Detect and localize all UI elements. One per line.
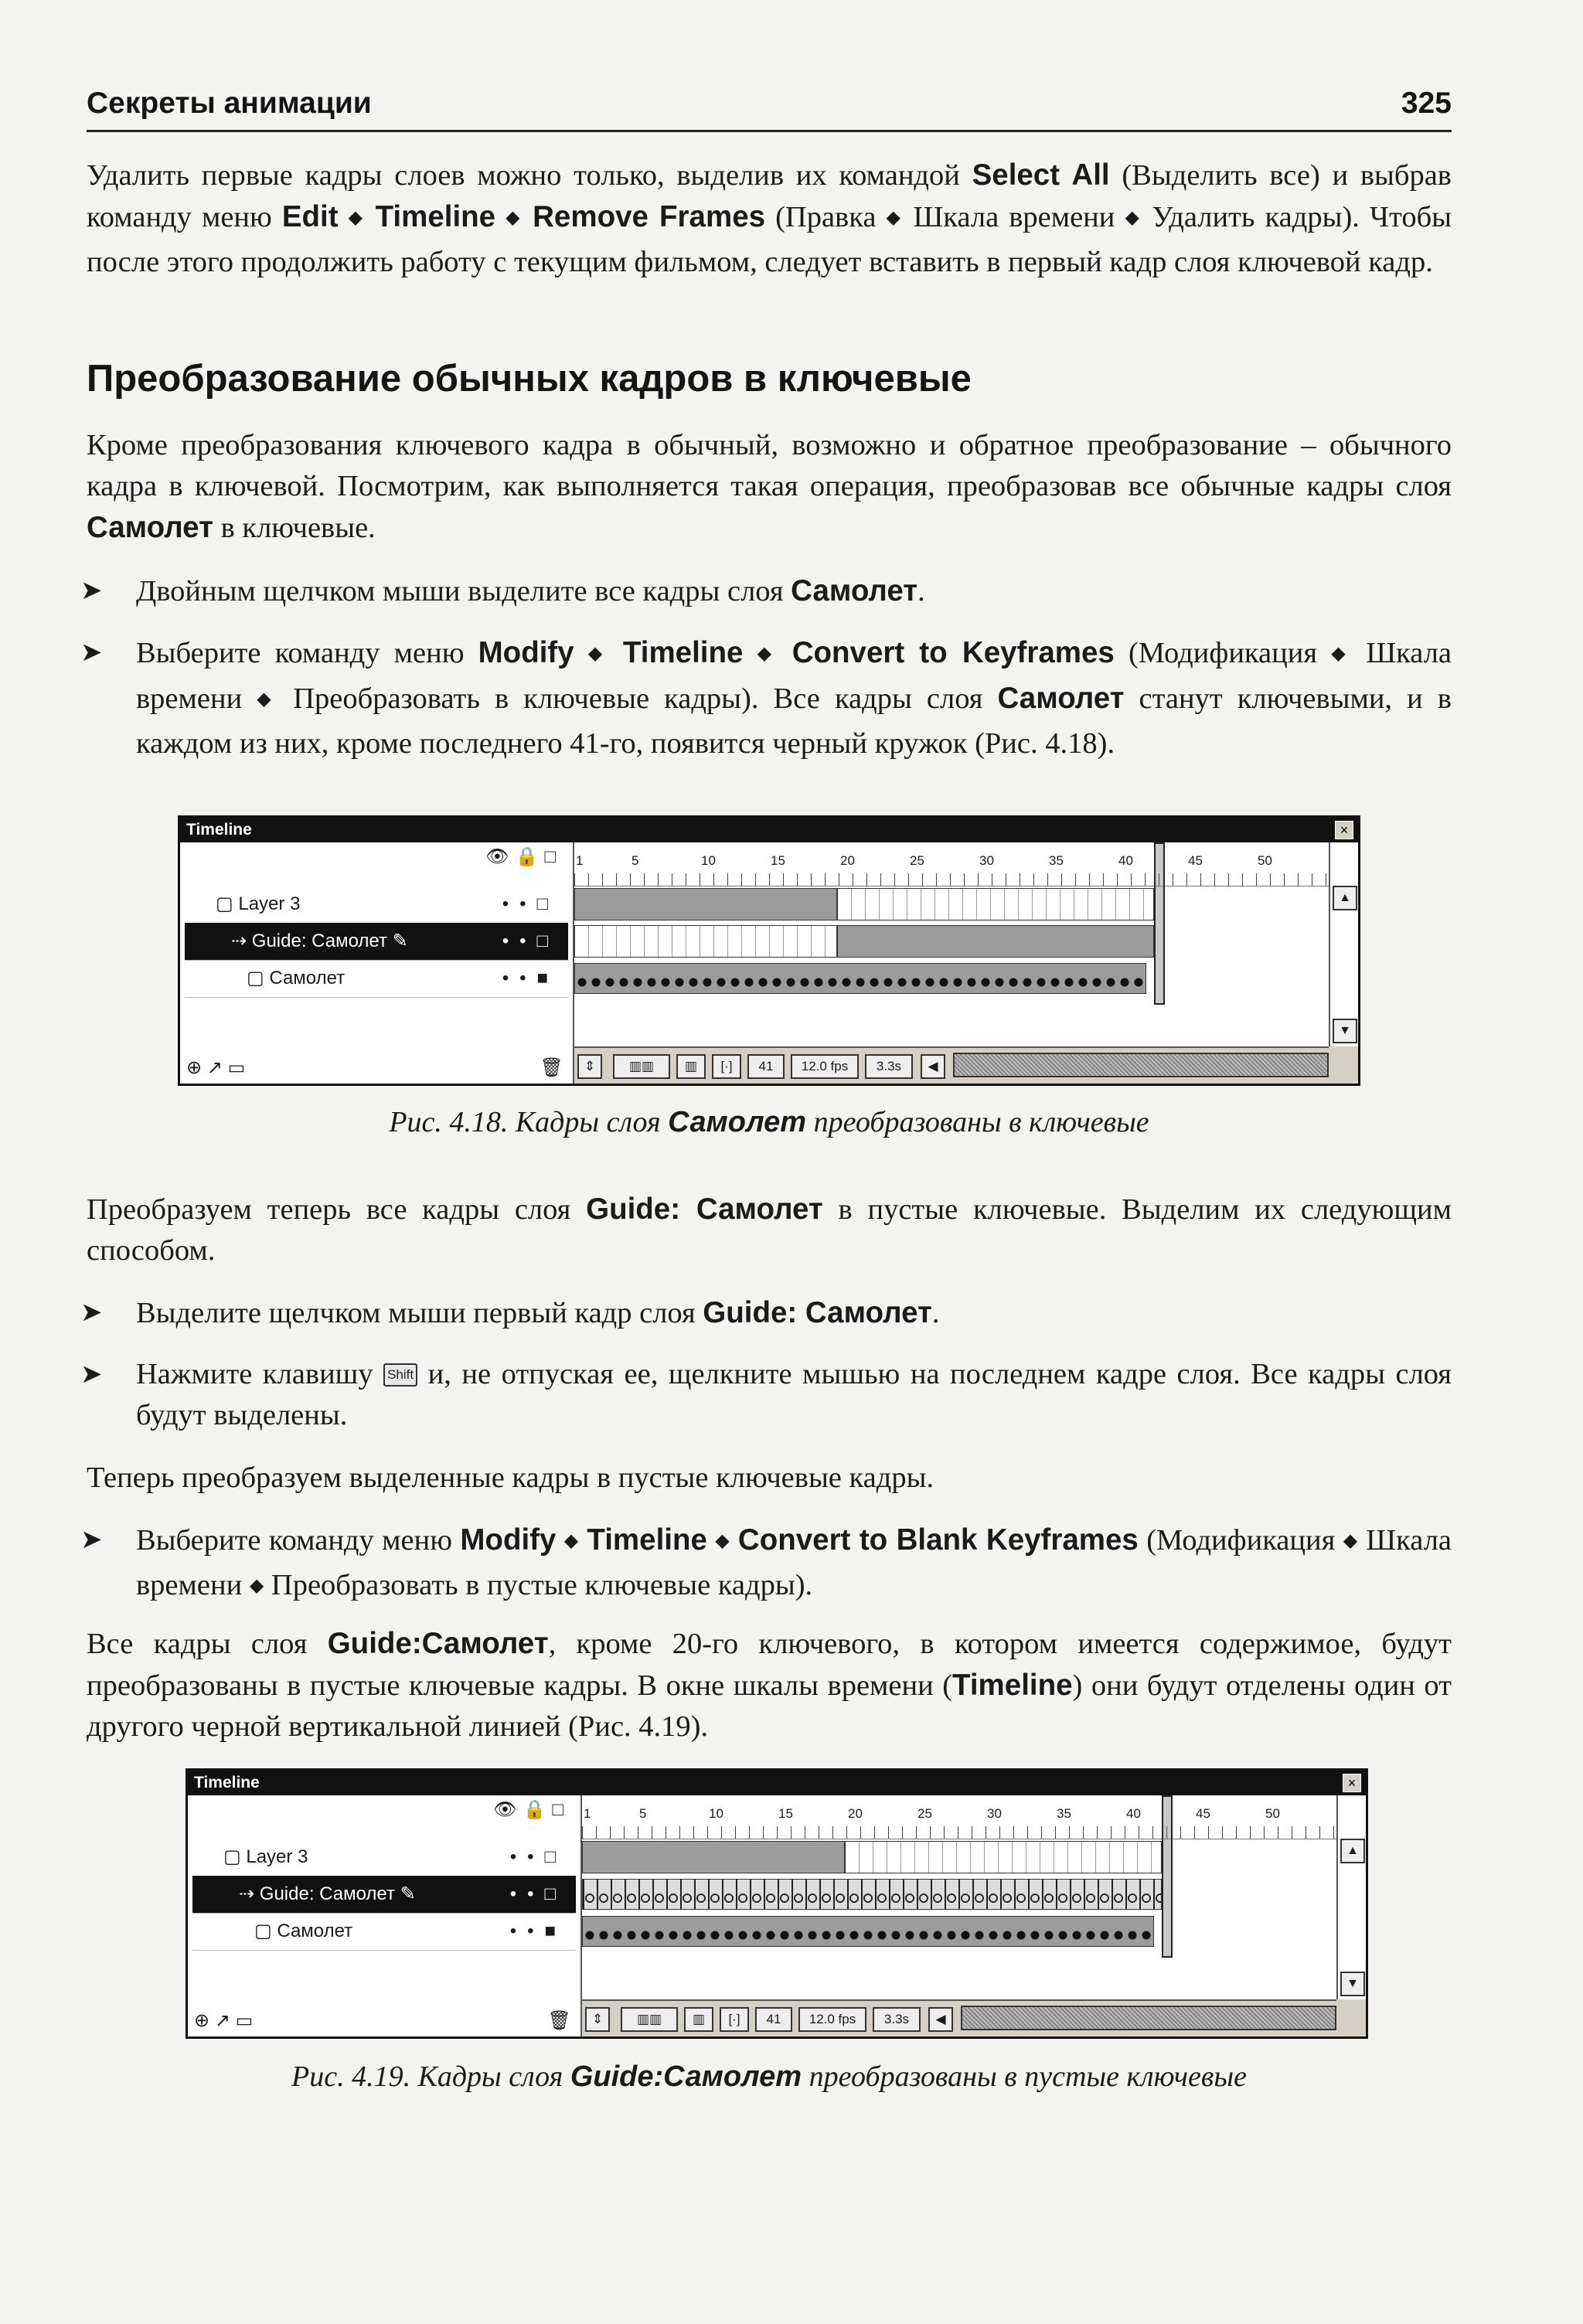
layer-status: ••□ bbox=[502, 931, 559, 951]
bullet-item: ➤ Выберите команду меню Modify ◆ Timeline ◆ Convert to Blank Keyframes (Модификация ◆ Шкала времени ◆ Преобразовать в пустые ключевые кадры). bbox=[80, 1519, 1452, 1610]
add-folder-icon[interactable]: ▭ bbox=[227, 1057, 246, 1078]
bullet-item: ➤ Нажмите клавишу Shift и, не отпуская ее, щелкните мышью на последнем кадре слоя. Все кадры слоя будут выделены. bbox=[80, 1354, 1452, 1436]
bullet-arrow-icon: ➤ bbox=[80, 1360, 103, 1389]
ruler-tick-label: 30 bbox=[987, 1806, 1002, 1821]
guide-icon: ⇢ bbox=[231, 931, 247, 951]
outline-icon[interactable]: □ bbox=[552, 1799, 570, 1820]
pencil-icon: ✎ bbox=[400, 1883, 416, 1904]
trash-icon[interactable]: 🗑 bbox=[540, 1057, 563, 1078]
ruler-tick-label: 25 bbox=[917, 1806, 932, 1821]
scroll-left-icon[interactable]: ◀ bbox=[928, 2007, 953, 2032]
layer-row[interactable]: ▢ Layer 3 ••□ bbox=[192, 1839, 576, 1877]
figure-caption: Рис. 4.18. Кадры слоя Самолет преобразованы в ключевые bbox=[389, 1106, 1149, 1138]
add-folder-icon[interactable]: ▭ bbox=[235, 2010, 254, 2031]
frame-span bbox=[837, 888, 1154, 920]
ruler-tick-label: 35 bbox=[1057, 1806, 1071, 1821]
frame-span bbox=[837, 925, 1154, 958]
lock-icon[interactable]: 🔒 bbox=[515, 846, 545, 867]
ruler-tick-label: 50 bbox=[1258, 853, 1272, 868]
onion-skin-icon[interactable]: ▥▥ bbox=[621, 2007, 678, 2032]
scroll-left-icon[interactable]: ◀ bbox=[921, 1054, 945, 1079]
timeline-title-bar: Timeline bbox=[180, 818, 1358, 842]
layer-status: ••□ bbox=[509, 1883, 567, 1904]
ruler-tick-label: 35 bbox=[1049, 853, 1064, 868]
add-guide-icon[interactable]: ↗ bbox=[206, 1057, 223, 1078]
ruler-tick-label: 5 bbox=[631, 853, 639, 868]
frame-row bbox=[574, 960, 1329, 997]
keyframe-row bbox=[582, 1916, 1154, 1947]
layer-header-icons bbox=[493, 1798, 570, 1821]
layer-icon: ▢ bbox=[247, 968, 264, 988]
horizontal-scrollbar[interactable] bbox=[953, 1053, 1329, 1077]
current-frame: 41 bbox=[755, 2007, 792, 2032]
frame-row bbox=[574, 886, 1329, 923]
layer-icon: ▢ bbox=[223, 1846, 241, 1867]
center-frame-icon[interactable]: ⇕ bbox=[577, 1054, 602, 1079]
edit-multiple-icon[interactable]: [·] bbox=[712, 1054, 741, 1079]
keyframe-row bbox=[574, 963, 1146, 994]
frame-ruler bbox=[574, 842, 1329, 886]
add-guide-icon[interactable]: ↗ bbox=[214, 2010, 230, 2031]
frame-span bbox=[574, 925, 837, 958]
frame-span bbox=[582, 1841, 845, 1873]
elapsed-time: 3.3s bbox=[873, 2007, 921, 2032]
center-frame-icon[interactable]: ⇕ bbox=[585, 2007, 610, 2032]
layer-row[interactable]: ▢ Layer 3 ••□ bbox=[185, 886, 568, 924]
layer-tool-icons bbox=[186, 1057, 245, 1079]
timeline-panel bbox=[178, 815, 1360, 1086]
bullet-arrow-icon: ➤ bbox=[80, 1298, 103, 1327]
ruler-tick-label: 20 bbox=[848, 1806, 863, 1821]
ruler-tick-label: 15 bbox=[771, 853, 785, 868]
ruler-tick-label: 20 bbox=[840, 853, 855, 868]
timeline-panel bbox=[186, 1768, 1368, 2039]
frame-rate: 12.0 fps bbox=[791, 1054, 859, 1079]
pencil-icon: ✎ bbox=[392, 931, 408, 951]
frame-rate: 12.0 fps bbox=[798, 2007, 866, 2032]
figure-caption: Рис. 4.19. Кадры слоя Guide:Самолет преобразованы в пустые ключевые bbox=[291, 2060, 1247, 2093]
close-icon[interactable]: × bbox=[1343, 1774, 1361, 1792]
frame-row bbox=[582, 1839, 1336, 1876]
frame-span bbox=[845, 1841, 1162, 1873]
onion-outline-icon[interactable]: ▥ bbox=[684, 2007, 713, 2032]
layer-row[interactable]: ▢ Самолет ••■ bbox=[185, 960, 568, 998]
frame-row bbox=[582, 1876, 1336, 1913]
bullet-arrow-icon: ➤ bbox=[80, 638, 103, 667]
ruler-tick-label: 40 bbox=[1126, 1806, 1141, 1821]
bullet-arrow-icon: ➤ bbox=[80, 1526, 103, 1554]
bullet-arrow-icon: ➤ bbox=[80, 577, 103, 605]
scroll-up-icon[interactable]: ▲ bbox=[1340, 1839, 1365, 1863]
ruler-tick-label: 30 bbox=[979, 853, 994, 868]
guide-icon: ⇢ bbox=[239, 1883, 255, 1904]
layer-row-selected[interactable]: ⇢ Guide: Самолет ✎ ••□ bbox=[192, 1876, 576, 1914]
layer-tool-icons bbox=[194, 2009, 253, 2032]
layer-row[interactable]: ▢ Самолет ••■ bbox=[192, 1913, 576, 1951]
edit-multiple-icon[interactable]: [·] bbox=[720, 2007, 749, 2032]
paragraph-5: Все кадры слоя Guide:Самолет, кроме 20-го ключевого, в котором имеется содержимое, будут преобразованы в пустые ключевые кадры. В окне шкалы времени (Timeline) они будут отделены один от другого черной вертикальной линией (Рис. 4.19). bbox=[87, 1627, 1452, 1743]
ruler-tick-label: 45 bbox=[1196, 1806, 1210, 1821]
scroll-up-icon[interactable]: ▲ bbox=[1333, 886, 1357, 910]
ruler-tick-label: 45 bbox=[1188, 853, 1203, 868]
add-layer-icon[interactable]: ⊕ bbox=[194, 2010, 210, 2031]
onion-skin-icon[interactable]: ▥▥ bbox=[613, 1054, 670, 1079]
frame-row bbox=[582, 1913, 1336, 1950]
ruler-tick-label: 15 bbox=[778, 1806, 793, 1821]
layer-icon: ▢ bbox=[254, 1921, 272, 1941]
running-header bbox=[87, 87, 1452, 132]
frame-span bbox=[574, 888, 837, 920]
vertical-scrollbar[interactable] bbox=[1336, 1795, 1366, 1999]
paragraph-1: Удалить первые кадры слоев можно только, выделив их командой Select All (Выделить все) и выбрав команду меню Edit ◆ Timeline ◆ Remove Frames (Правка ◆ Шкала времени ◆ Удалить кадры). Чтобы после этого продолжить работу с текущим фильмом, следует вставить в первый кадр слоя ключевой кадр. bbox=[87, 158, 1452, 278]
scroll-down-icon[interactable]: ▼ bbox=[1333, 1019, 1357, 1043]
eye-icon[interactable]: 👁 bbox=[485, 846, 516, 867]
shift-key-icon: Shift bbox=[383, 1363, 417, 1387]
layer-status: ••■ bbox=[502, 968, 559, 988]
layer-icon: ▢ bbox=[216, 893, 233, 914]
layer-status: ••□ bbox=[509, 1846, 567, 1867]
trash-icon[interactable]: 🗑 bbox=[547, 2010, 571, 2031]
frame-ruler bbox=[582, 1795, 1336, 1839]
ruler-tick-label: 10 bbox=[701, 853, 716, 868]
layer-list bbox=[188, 1795, 582, 2036]
onion-outline-icon[interactable]: ▥ bbox=[676, 1054, 706, 1079]
layer-status: ••■ bbox=[509, 1921, 567, 1941]
ruler-tick-label: 10 bbox=[709, 1806, 723, 1821]
running-header-title: Секреты анимации bbox=[87, 87, 372, 120]
current-frame: 41 bbox=[747, 1054, 785, 1079]
close-icon[interactable]: × bbox=[1335, 821, 1353, 839]
lock-icon[interactable]: 🔒 bbox=[523, 1799, 553, 1820]
ruler-tick-label: 1 bbox=[584, 1806, 591, 1821]
bullet-item: ➤ Двойным щелчком мыши выделите все кадры слоя Самолет. bbox=[80, 570, 1452, 612]
ruler-tick-label: 1 bbox=[576, 853, 584, 868]
timeline-title-bar: Timeline bbox=[188, 1771, 1366, 1795]
frame-grid bbox=[574, 842, 1329, 1084]
layer-row-selected[interactable]: ⇢ Guide: Самолет ✎ ••□ bbox=[185, 923, 568, 961]
bullet-item: ➤ Выделите щелчком мыши первый кадр слоя Guide: Самолет. bbox=[80, 1292, 1452, 1334]
layer-list bbox=[180, 842, 574, 1084]
ruler-tick-label: 5 bbox=[639, 1806, 647, 1821]
bullet-item: ➤ Выберите команду меню Modify ◆ Timeline ◆ Convert to Keyframes (Модификация ◆ Шкала времени ◆ Преобразовать в ключевые кадры). Все кадры слоя Самолет станут ключевыми, и в каждом из них, кроме последнего 41-го, появится черный кружок (Рис. 4.18). bbox=[80, 632, 1452, 764]
paragraph-3: Преобразуем теперь все кадры слоя Guide: Самолет в пустые ключевые. Выделим их следующим способом. bbox=[87, 1193, 1452, 1267]
paragraph-2: Кроме преобразования ключевого кадра в обычный, возможно и обратное преобразование – обычного кадра в ключевой. Посмотрим, как выполняется такая операция, преобразовав все обычные кадры слоя Самолет в ключевые. bbox=[87, 429, 1452, 544]
elapsed-time: 3.3s bbox=[865, 1054, 913, 1079]
add-layer-icon[interactable]: ⊕ bbox=[186, 1057, 203, 1078]
eye-icon[interactable]: 👁 bbox=[493, 1799, 523, 1820]
frame-grid bbox=[582, 1795, 1336, 2036]
ruler-tick-label: 40 bbox=[1118, 853, 1133, 868]
blank-keyframe-row bbox=[582, 1879, 1162, 1910]
horizontal-scrollbar[interactable] bbox=[961, 2006, 1336, 2030]
frame-row bbox=[574, 923, 1329, 960]
timeline-status-bar bbox=[582, 1999, 1336, 2036]
section-heading: Преобразование обычных кадров в ключевые bbox=[87, 358, 972, 400]
layer-status: ••□ bbox=[502, 893, 559, 914]
paragraph-4: Теперь преобразуем выделенные кадры в пустые ключевые кадры. bbox=[87, 1461, 934, 1494]
scroll-down-icon[interactable]: ▼ bbox=[1340, 1972, 1365, 1996]
ruler-tick-label: 50 bbox=[1265, 1806, 1280, 1821]
layer-header-icons bbox=[485, 846, 562, 868]
ruler-tick-label: 25 bbox=[910, 853, 924, 868]
outline-icon[interactable]: □ bbox=[544, 846, 562, 867]
timeline-status-bar bbox=[574, 1046, 1329, 1084]
vertical-scrollbar[interactable] bbox=[1329, 842, 1358, 1046]
page-number: 325 bbox=[1401, 87, 1452, 120]
